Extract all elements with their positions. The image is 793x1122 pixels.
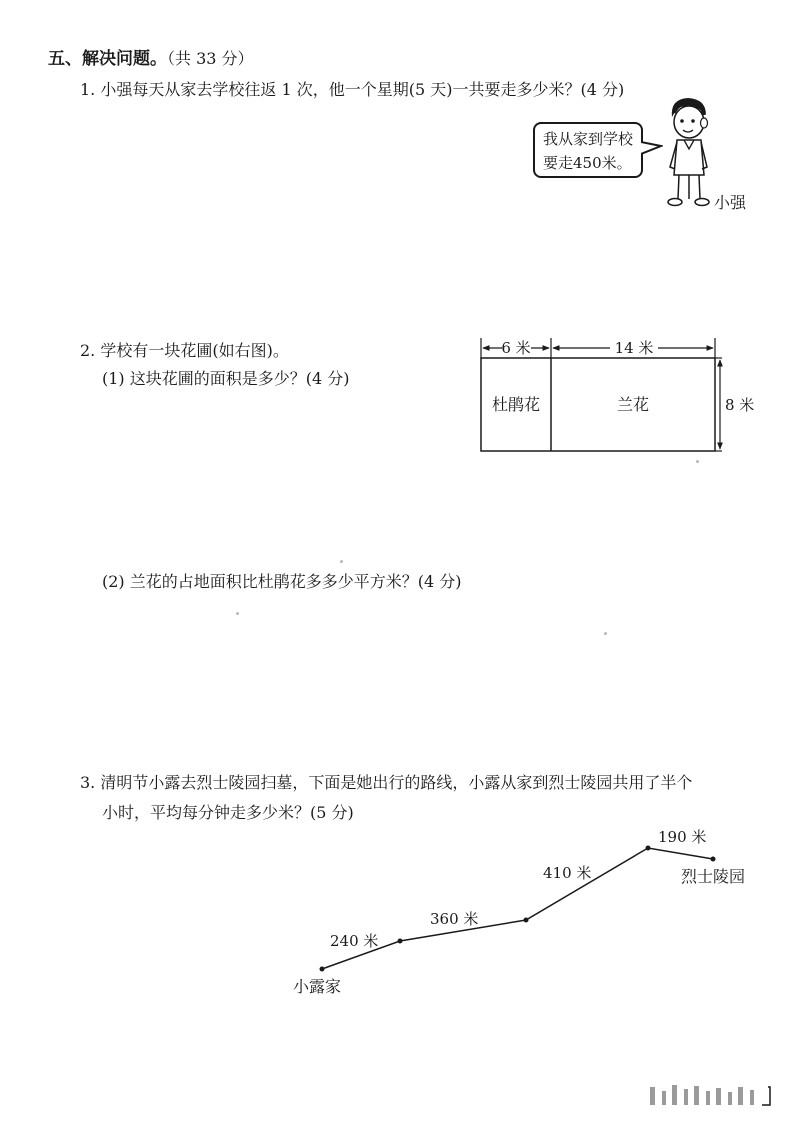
speech-bubble (533, 122, 643, 178)
width-left-label: 6 米 (501, 339, 531, 357)
section-title-text: 五、解决问题。 (48, 49, 167, 69)
route-diagram (280, 820, 770, 1010)
segment-label-2: 360 米 (430, 910, 479, 928)
scan-speck (604, 632, 607, 635)
boy-name-label: 小强 (714, 193, 747, 212)
route-path (322, 848, 713, 969)
route-point-1 (398, 939, 403, 944)
segment-label-4: 190 米 (658, 828, 707, 846)
question-2-part-2: (2) 兰花的占地面积比杜鹃花多多少平方米？(4 分) (102, 572, 462, 591)
route-point-2 (524, 918, 529, 923)
scan-speck (236, 612, 239, 615)
route-point-end (711, 857, 716, 862)
question-3-line-1: 3. 清明节小露去烈士陵园扫墓，下面是她出行的路线，小露从家到烈士陵园共用了半个 (80, 773, 693, 792)
segment-label-1: 240 米 (330, 932, 379, 950)
question-2-text: 2. 学校有一块花圃(如右图)。 (80, 341, 289, 360)
scan-speck (340, 560, 343, 563)
height-label: 8 米 (725, 396, 755, 414)
question-1-text: 1. 小强每天从家去学校往返 1 次，他一个星期(5 天)一共要走多少米？(4 分) (80, 80, 625, 99)
section-title (48, 44, 254, 69)
route-point-start (320, 967, 325, 972)
width-right-label: 14 米 (614, 339, 654, 357)
region-right-label: 兰花 (616, 395, 650, 414)
garden-diagram (470, 334, 760, 464)
question-2-part-1: (1) 这块花圃的面积是多少？(4 分) (102, 369, 350, 388)
speech-bubble-line-1: 我从家到学校 (543, 130, 634, 148)
segment-label-3: 410 米 (543, 864, 592, 882)
bottom-watermark-icon (640, 1083, 780, 1109)
route-start-label: 小露家 (293, 977, 342, 996)
question-3-line-2: 小时，平均每分钟走多少米？(5 分) (102, 803, 354, 822)
speech-bubble-line-2: 要走450米。 (543, 154, 632, 172)
route-end-label: 烈士陵园 (681, 867, 746, 886)
scan-speck (696, 460, 699, 463)
boy-illustration-icon (660, 95, 716, 213)
region-left-label: 杜鹃花 (491, 395, 541, 414)
route-point-3 (646, 846, 651, 851)
section-points: （共 33 分） (167, 49, 254, 68)
